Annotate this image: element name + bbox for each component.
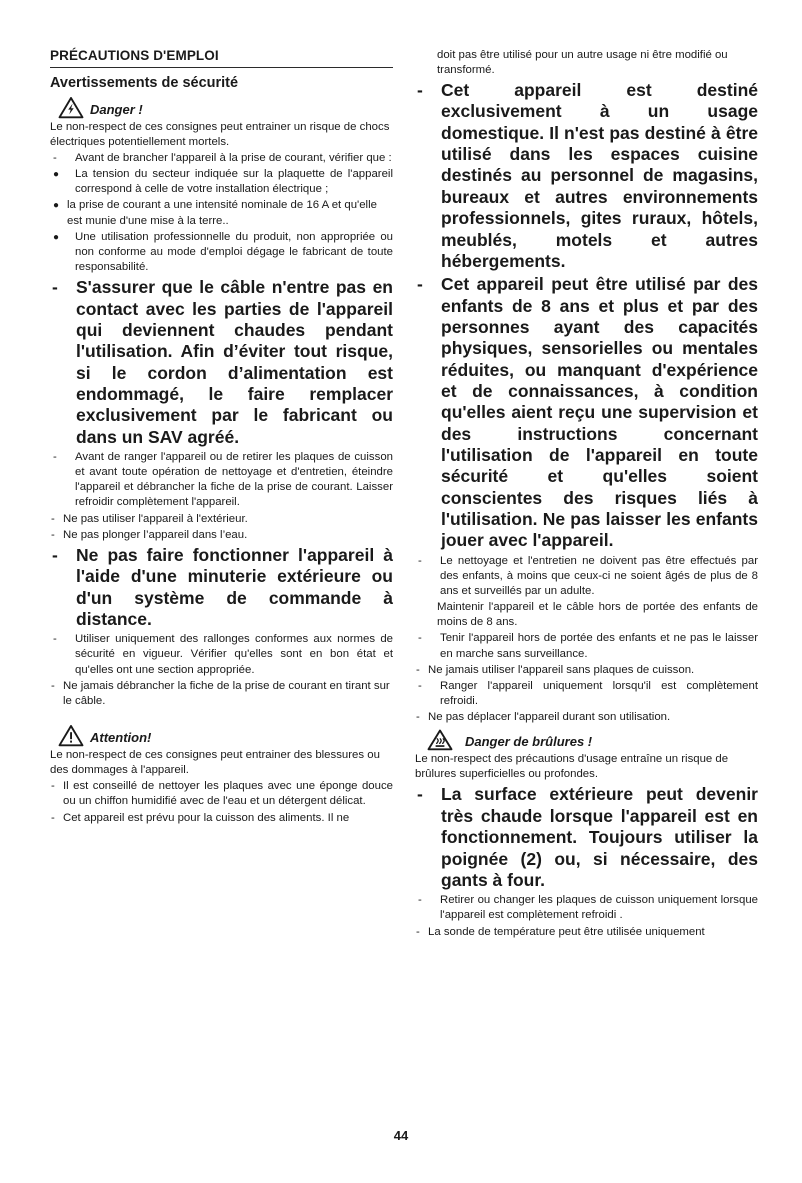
list-item	[415, 893, 758, 923]
list-item	[415, 679, 758, 709]
list-item	[50, 528, 393, 543]
list-item-continuation: Maintenir l'appareil et le câble hors de portée des enfants de moins de 8 ans.	[437, 601, 758, 629]
two-column-layout	[50, 48, 766, 941]
list-marker: ●	[53, 231, 60, 243]
list-item-text: Ne pas plonger l’appareil dans l’eau.	[63, 528, 248, 541]
list-item-text: Ne pas déplacer l'appareil durant son utilisation.	[428, 711, 671, 724]
list-item-text: Il est conseillé de nettoyer les plaques avec une éponge douce ou un chiffon humidifié avec de l'eau et un détergent délicat.	[63, 780, 393, 808]
list-item	[50, 151, 393, 166]
list-item	[50, 450, 393, 511]
list-marker: ●	[53, 169, 60, 181]
list-marker: -	[416, 663, 420, 676]
list-item	[50, 632, 393, 677]
list-item-text: La tension du secteur indiquée sur la plaquette de l'appareil correspond à celle de votre installation électrique ;	[75, 168, 393, 196]
list-item	[415, 663, 758, 678]
list-item-text: La surface extérieure peut devenir très chaude lorsque l'appareil est en fonctionnement. Toujours utiliser la poignée (2) ou, si nécessaire, des gants à four.	[441, 784, 758, 890]
emphasised-list-item	[415, 274, 758, 551]
list-item	[415, 631, 758, 661]
emphasised-list-item	[50, 277, 393, 448]
attention-warning-text: Le non-respect de ces consignes peut entrainer des blessures ou des dommages à l'appareil.	[50, 749, 380, 777]
list-marker: -	[417, 274, 423, 295]
list-marker: -	[51, 780, 55, 793]
attention-warning-label: Attention!	[90, 729, 152, 745]
burn-warning-text: Le non-respect des précautions d'usage entraîne un risque de brûlures superficielles ou profondes.	[415, 753, 729, 781]
emphasised-list-item	[415, 80, 758, 272]
list-item-text: Ne pas faire fonctionner l'appareil à l'aide d'une minuterie extérieure ou d'un système de commande à distance.	[76, 544, 393, 629]
list-item-text: Le nettoyage et l'entretien ne doivent pas être effectués par des enfants, à moins que ceux-ci ne soient âgés de plus de 8 ans et surveillés par un adulte.	[440, 554, 758, 597]
burn-warning-banner	[427, 728, 758, 751]
list-marker: -	[418, 554, 422, 567]
list-marker: -	[51, 811, 55, 824]
list-item	[50, 167, 393, 197]
list-item-text: Retirer ou changer les plaques de cuisson uniquement lorsque l'appareil est complètement refroidi .	[440, 894, 758, 922]
attention-warning-banner	[58, 724, 393, 747]
title-divider	[50, 67, 393, 68]
emphasised-list-item	[50, 545, 393, 630]
list-marker: -	[51, 679, 55, 692]
list-item-text: Utiliser uniquement des rallonges conformes aux normes de sécurité en vigueur. Vérifier qu'elles sont en bon état et qu'elles ont une section appropriée.	[75, 633, 393, 676]
right-column	[415, 48, 758, 941]
list-item-text: Cet appareil est prévu pour la cuisson des aliments. Il ne	[63, 811, 350, 824]
list-marker: -	[52, 544, 58, 565]
list-item	[50, 811, 393, 826]
emphasised-list-item	[415, 784, 758, 891]
burn-warning-label: Danger de brûlures !	[465, 734, 593, 750]
list-marker: -	[416, 711, 420, 724]
list-item	[50, 230, 393, 275]
list-marker: -	[417, 784, 423, 805]
triangle-lightning-icon	[58, 96, 84, 119]
list-marker: -	[418, 894, 422, 907]
list-marker: -	[53, 633, 57, 646]
list-item	[415, 554, 758, 599]
list-item-text: Cet appareil est destiné exclusivement à un usage domestique. Il n'est pas destiné à être utilisé dans les espaces cuisine destinés au personnel de magasins, bureaux et autres environnements professionnels, gites ruraux, hôtels, meublés, motels et autres hébergements.	[441, 80, 758, 271]
list-marker: -	[53, 152, 57, 164]
list-item-text: Avant de brancher l'appareil à la prise de courant, vérifier que :	[75, 152, 392, 164]
triangle-exclamation-icon	[58, 724, 84, 747]
list-marker: -	[416, 925, 420, 938]
list-item-text: Avant de ranger l'appareil ou de retirer les plaques de cuisson et avant toute opération de nettoyage et d'entretien, éteindre l'appareil et débrancher la fiche de la prise de courant. Laisser refroidir complètement l'appareil.	[75, 451, 393, 509]
page-number: 44	[393, 1128, 409, 1143]
list-item-text: S'assurer que le câble n'entre pas en contact avec les parties de l'appareil qui deviennent chaudes pendant l'utilisation. Afin d’éviter tout risque, si le cordon d’alimentation est endommagé, le faire remplacer exclusivement par le fabricant ou dans un SAV agréé.	[76, 277, 393, 447]
continuation-text: doit pas être utilisé pour un autre usage ni être modifié ou transformé.	[437, 49, 728, 77]
list-item	[415, 710, 758, 725]
list-item	[415, 925, 758, 940]
list-item-text: Ne jamais utiliser l'appareil sans plaques de cuisson.	[428, 663, 695, 676]
list-item-text: La sonde de température peut être utilisée uniquement	[428, 925, 705, 938]
list-item	[50, 198, 393, 228]
left-column	[50, 48, 393, 827]
list-marker: -	[53, 451, 57, 463]
danger-warning-label: Danger !	[90, 101, 143, 117]
danger-warning-text: Le non-respect de ces consignes peut entrainer un risque de chocs électriques potentiellement mortels.	[50, 120, 390, 148]
list-marker: -	[418, 679, 422, 692]
section-subtitle: Avertissements de sécurité	[50, 74, 239, 91]
list-item-text: Ne pas utiliser l'appareil à l'extérieur.	[63, 512, 248, 525]
list-item-text: la prise de courant a une intensité nominale de 16 A et qu'elle est munie d'une mise à la terre..	[67, 199, 377, 227]
list-item	[50, 679, 393, 709]
list-marker: ●	[53, 200, 60, 212]
list-item	[50, 512, 393, 527]
list-marker: -	[51, 528, 55, 541]
list-item-text: Tenir l'appareil hors de portée des enfants et ne pas le laisser en marche sans surveillance.	[440, 632, 758, 660]
list-item-text: Cet appareil peut être utilisé par des enfants de 8 ans et plus et par des personnes ayant des capacités physiques, sensorielles ou mentales réduites, ou manquant d'expérience et de connaissances, à condition qu'elles aient reçu une supervision et des instructions concernant l'utilisation de l'appareil en toute sécurité et qu'elles soient conscientes des risques liés à l'utilisation. Ne pas laisser les enfants jouer avec l'appareil.	[441, 274, 758, 551]
list-item	[50, 779, 393, 809]
danger-warning-banner	[58, 96, 393, 119]
list-item-text: Ranger l'appareil uniquement lorsqu'il est complètement refroidi.	[440, 679, 758, 708]
page-title: PRÉCAUTIONS D'EMPLOI	[50, 48, 219, 63]
triangle-hot-surface-icon	[427, 728, 453, 751]
list-marker: -	[417, 80, 423, 101]
list-item-text: Ne jamais débrancher la fiche de la prise de courant en tirant sur le câble.	[63, 679, 390, 707]
list-marker: -	[52, 277, 58, 298]
list-marker: -	[51, 512, 55, 525]
list-item-text: Une utilisation professionnelle du produit, non appropriée ou non conforme au mode d'emploi dégage le fabricant de toute responsabilité.	[75, 230, 393, 274]
list-marker: -	[418, 632, 422, 645]
